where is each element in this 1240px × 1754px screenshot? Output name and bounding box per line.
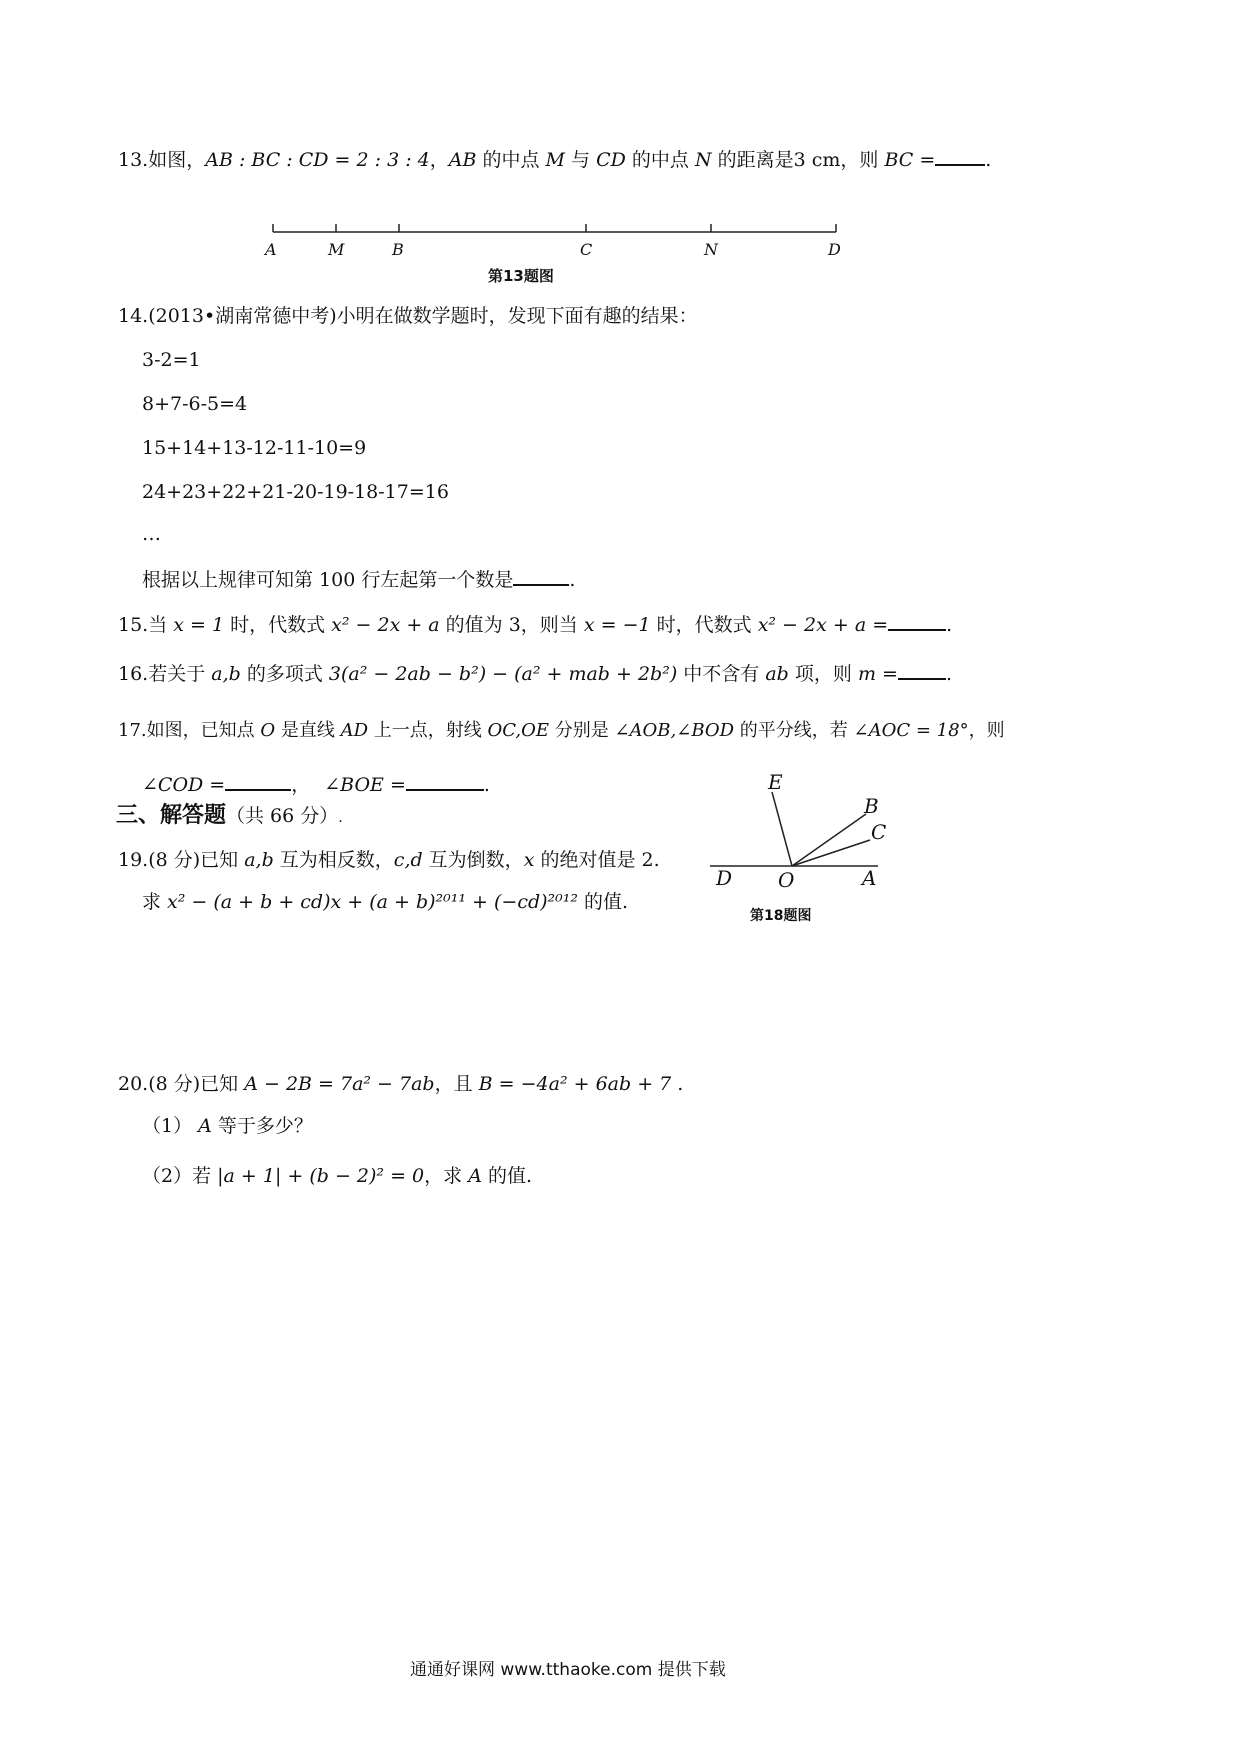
question-20-part-2: （2）若 |a + 1| + (b − 2)² = 0，求 A 的值.: [142, 1165, 533, 1187]
question-17: 17.如图，已知点 O 是直线 AD 上一点，射线 OC,OE 分别是 ∠AOB,∠BOD 的平分线，若 ∠AOC = 18°，则: [118, 720, 1005, 741]
answer-blank-13[interactable]: [935, 146, 985, 166]
q14-row-5: …: [142, 523, 161, 545]
angle-label-o: O: [778, 868, 795, 892]
question-13: 13.如图，AB : BC : CD = 2 : 3 : 4，AB 的中点 M 与 CD 的中点 N 的距离是3 cm，则 BC = .: [118, 146, 991, 172]
page-footer: 通通好课网 www.tthaoke.com 提供下载: [410, 1660, 726, 1680]
question-15: 15.当 x = 1 时，代数式 x² − 2x + a 的值为 3，则当 x = −1 时，代数式 x² − 2x + a = .: [118, 611, 952, 637]
angle-label-d: D: [716, 866, 733, 890]
question-19: 19.(8 分)已知 a,b 互为相反数，c,d 互为倒数，x 的绝对值是 2.: [118, 849, 660, 871]
point-label-n: N: [704, 240, 718, 259]
figure-13-segment: [270, 222, 850, 236]
q14-question: 根据以上规律可知第 100 行左起第一个数是 .: [142, 566, 575, 592]
question-20: 20.(8 分)已知 A − 2B = 7a² − 7ab，且 B = −4a² + 6ab + 7 .: [118, 1073, 684, 1095]
question-20-part-1: （1） A 等于多少？: [142, 1115, 313, 1137]
angle-label-b: B: [864, 794, 879, 818]
answer-blank-14[interactable]: [513, 566, 569, 586]
point-label-b: B: [392, 240, 404, 259]
point-label-m: M: [328, 240, 345, 259]
angle-label-e: E: [768, 770, 783, 794]
point-label-c: C: [580, 240, 593, 259]
question-17-answers: ∠COD = ， ∠BOE = .: [142, 771, 490, 797]
q14-row-4: 24+23+22+21-20-19-18-17=16: [142, 481, 449, 503]
angle-label-c: C: [871, 820, 887, 844]
q14-row-3: 15+14+13-12-11-10=9: [142, 437, 367, 459]
point-label-a: A: [265, 240, 277, 259]
question-19-ask: 求 x² − (a + b + cd)x + (a + b)²⁰¹¹ + (−cd)²⁰¹² 的值.: [142, 891, 629, 913]
section-3-heading: 三、解答题（共 66 分）.: [116, 803, 343, 828]
question-14: 14.(2013•湖南常德中考)小明在做数学题时，发现下面有趣的结果：: [118, 305, 698, 327]
figure-13-caption: 第13题图: [488, 267, 554, 285]
answer-blank-16[interactable]: [898, 660, 946, 680]
answer-blank-15[interactable]: [888, 611, 946, 631]
question-16: 16.若关于 a,b 的多项式 3(a² − 2ab − b²) − (a² + mab + 2b²) 中不含有 ab 项，则 m = .: [118, 660, 952, 686]
answer-blank-17b[interactable]: [406, 771, 484, 791]
point-label-d: D: [828, 240, 841, 259]
figure-18-caption: 第18题图: [750, 908, 812, 924]
answer-blank-17a[interactable]: [225, 771, 291, 791]
angle-label-a: A: [862, 866, 877, 890]
q14-row-2: 8+7-6-5=4: [142, 393, 248, 415]
q14-row-1: 3-2=1: [142, 349, 201, 371]
